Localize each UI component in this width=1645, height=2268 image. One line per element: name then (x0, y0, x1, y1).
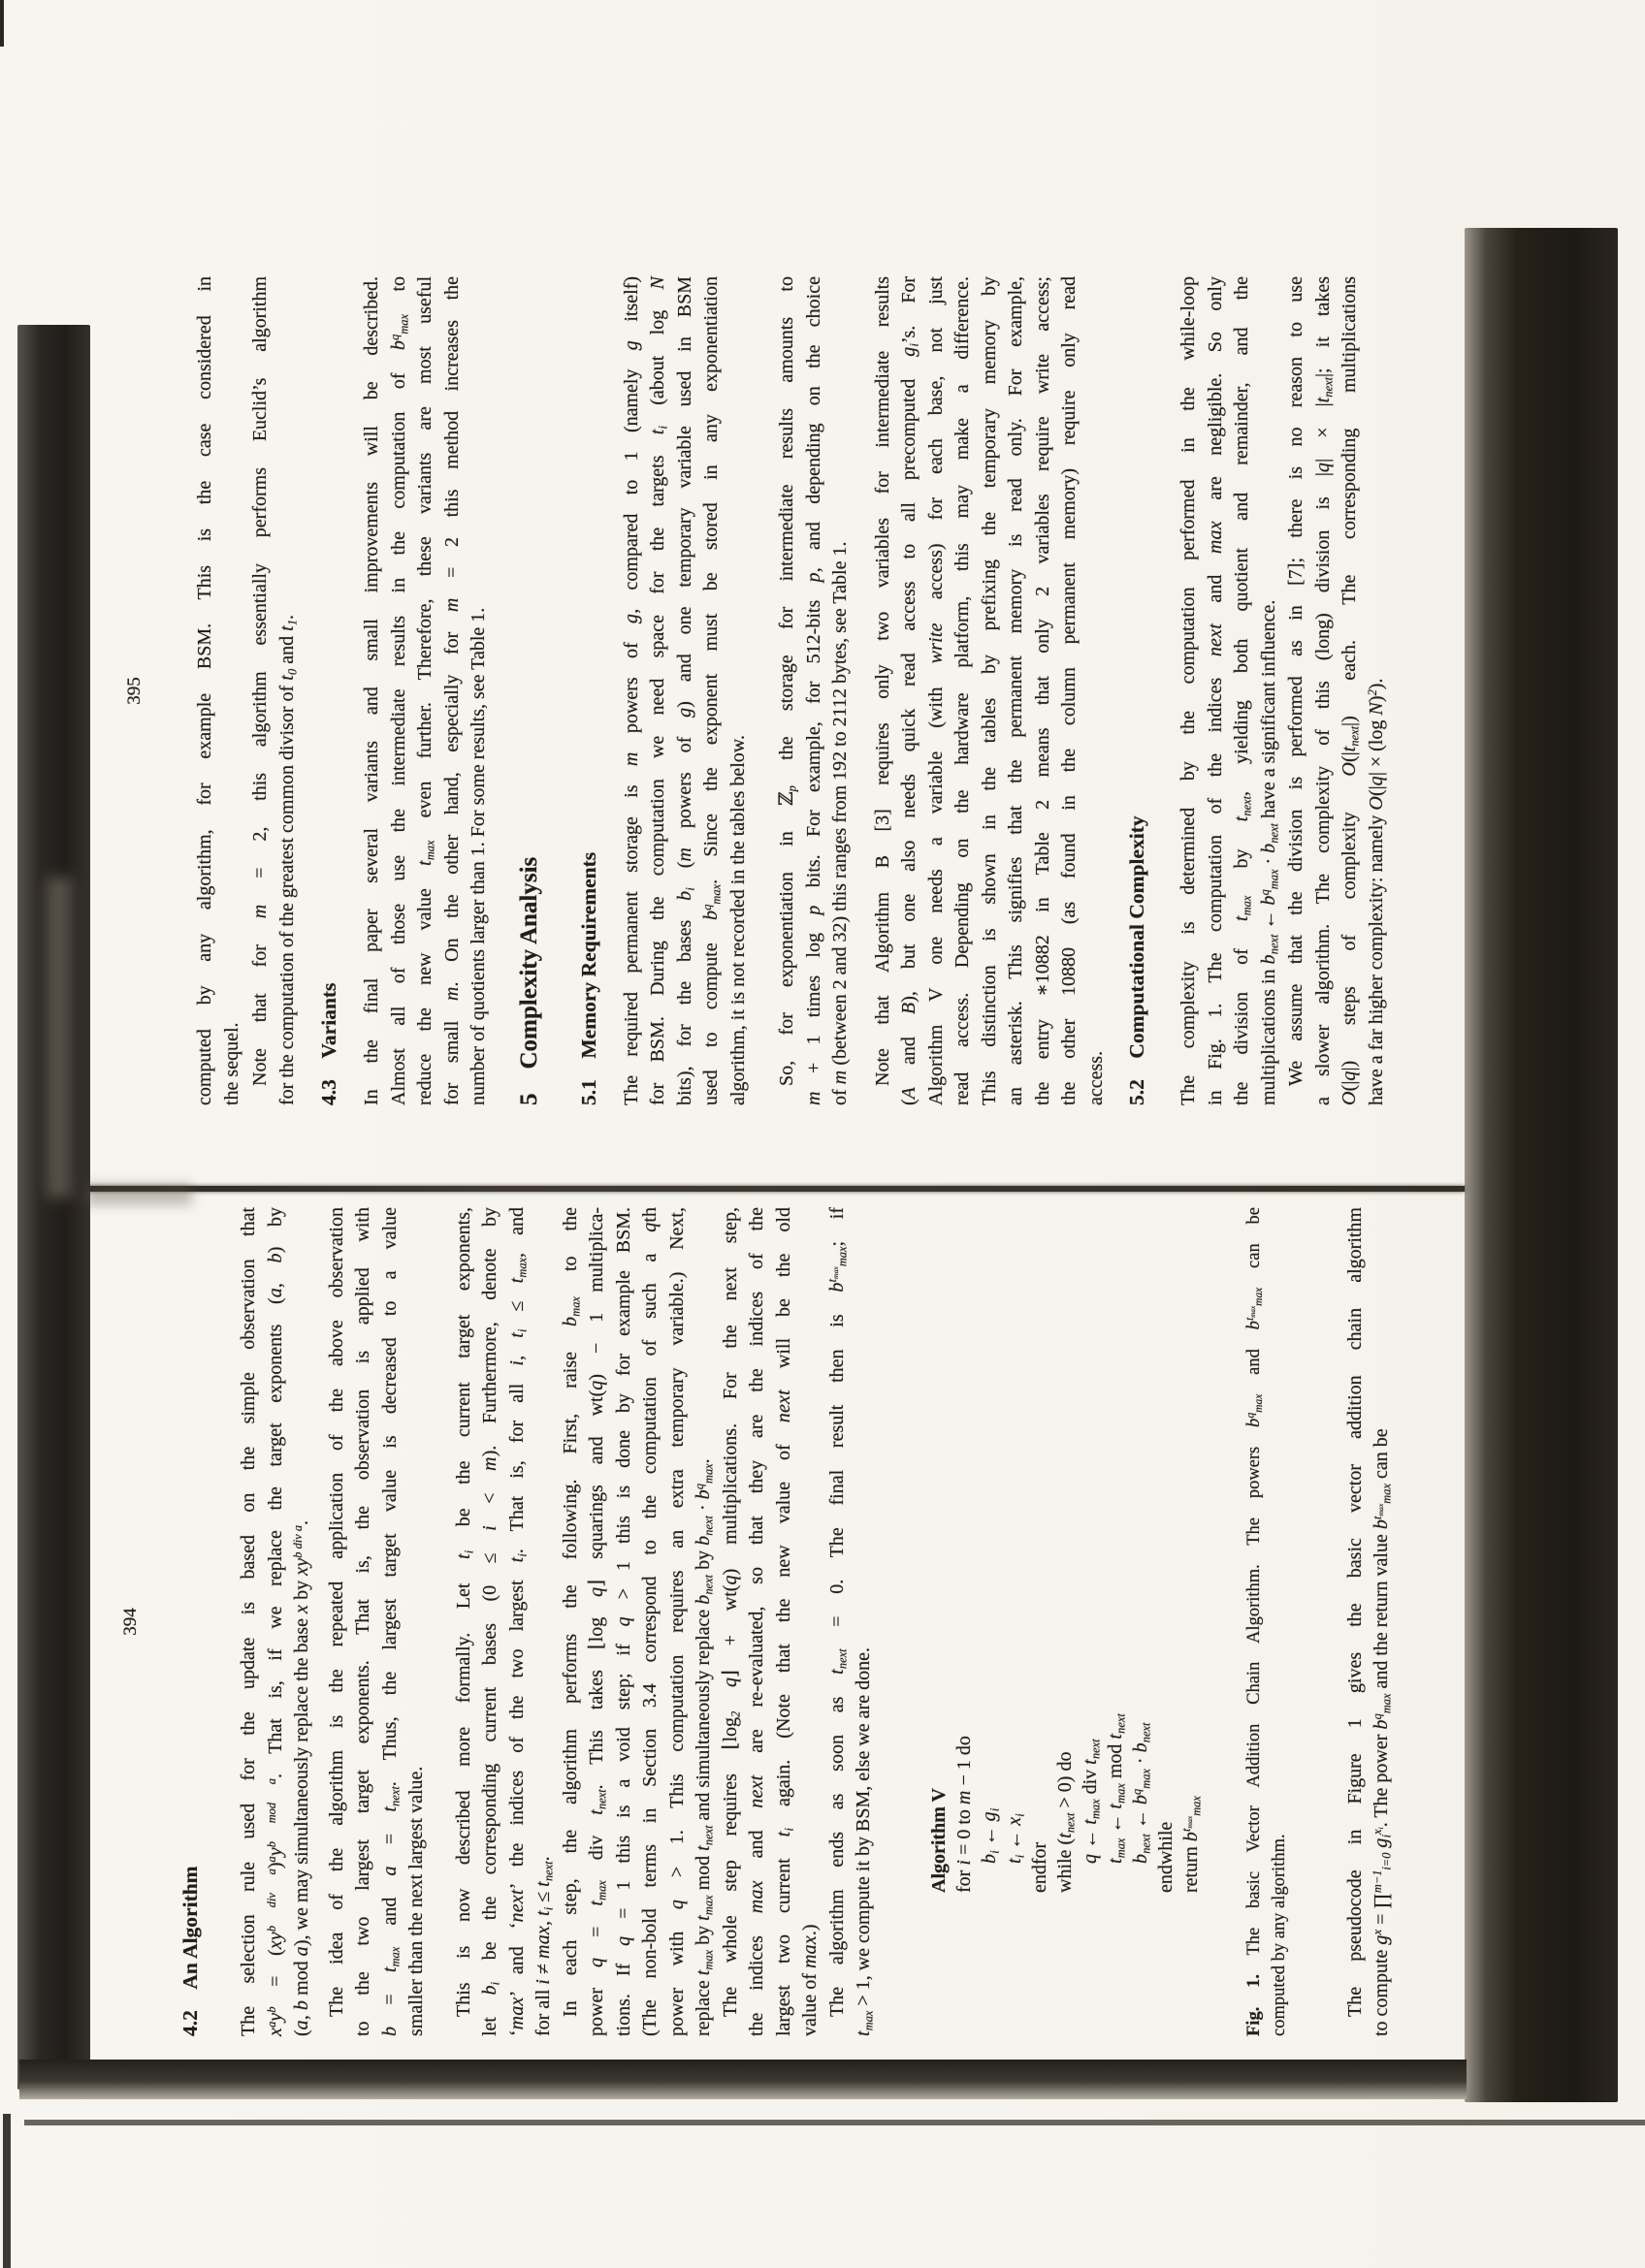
text-line: The idea of the algorithm is the repeated application of the above observation (325, 1207, 347, 2036)
text-line: Fig. 1. The basic Vector Addition Chain Algorithm. The powers $b^q_{max}$ and $b^{t_{max}}_{max}$ can be (1243, 1207, 1265, 2036)
text-line: largest two current $t_i$ again. (Note that the new value of next will be the old (772, 1207, 795, 2036)
paragraph (359, 276, 493, 1105)
text-line: Note that Algorithm B [3] requires only two variables for intermediate results (871, 276, 893, 1105)
text-line: The complexity is determined by the computation performed in the while-loop (1177, 276, 1199, 1105)
text-line: tions. If q = 1 this is a void step; if q > 1 this is done by for example BSM. (612, 1206, 634, 2036)
text-line: In the final paper several variants and small improvements will be described. (361, 276, 382, 1105)
text-line: The algorithm ends as soon as $t_{next} = 0$. The final result then is $b^{t_{max}}_{max}$; if (825, 1206, 849, 2036)
paragraph (247, 276, 301, 1105)
page-394 (0, 1207, 1396, 2036)
text-line: of m (between 2 and 32) this ranges from 192 to 2112 bytes, see Table 1. (829, 541, 851, 1105)
text-line: In each step, the algorithm performs the following. First, raise $b_{max}$ to the (559, 1207, 582, 2036)
text-line: return $b^{t_{max}}_{max}$ (1179, 1796, 1203, 1893)
text-line: used to compute $b^q_{max}$. Since the exponent must be stored in any exponentiation (699, 276, 724, 1105)
text-line: Algorithm V (927, 1788, 950, 1893)
text-line: an asterisk. This signifies that the permanent memory is read only. For example, (1005, 276, 1026, 1105)
text-line: the other 10880 (as found in the column permanent memory) require only read (1058, 276, 1080, 1105)
text-line: while $(t_{next} > 0)$ do (1053, 1751, 1077, 1893)
text-line: The selection rule used for the update is based on the simple observation that (238, 1207, 259, 2036)
text-line: ‘max’ and ‘next’ the indices of the two largest $t_i$. That is, for all i, $t_i \le t_{max}$, and (505, 1206, 529, 2036)
algorithm-pseudocode (926, 1207, 1204, 1893)
section-heading-4-2: 4.2 An Algorithm (178, 1866, 202, 2036)
text-line: value of max.) (799, 1924, 821, 2036)
text-line: The pseudocode in Figure 1 gives the basic vector addition chain algorithm (1343, 1207, 1366, 2036)
text-line: algorithm, it is not recorded in the tables below. (726, 735, 749, 1105)
text-line: So, for exponentiation in ℤ$_p$ the storage for intermediate results amounts to (776, 276, 799, 1105)
paragraph (192, 276, 245, 1105)
text-line: endwhile (1154, 1821, 1177, 1893)
section-heading-4-3: 4.3 Variants (317, 982, 340, 1105)
text-line: a slower algorithm. The complexity of this (long) division is $|q| \times |t_{next}|$; it takes (1311, 276, 1335, 1105)
text-line: The whole step requires $⌊\log_2$ q⌋ + wt(q) multiplications. For the next step, (719, 1207, 742, 2036)
section-heading-5-2: 5.2 Computational Complexity (1125, 815, 1148, 1105)
text-line: Note that for m = 2, this algorithm essentially performs Euclid’s algorithm (249, 276, 271, 1105)
text-line: smaller than the next largest value. (405, 1766, 427, 2036)
book-bottom-edge-shadow (1465, 228, 1618, 2102)
page-edge-line (24, 2120, 1645, 2125)
figure-caption (1242, 1207, 1292, 2036)
text-line: let $b_i$ be the corresponding current bases (0 ≤ i < m). Furthermore, denote by (479, 1206, 502, 2036)
section-heading-5: 5 Complexity Analysis (515, 856, 542, 1105)
text-line: endfor (1028, 1841, 1050, 1893)
text-line: m + 1 times log p bits. For example, for 512-bits p, and depending on the choice (802, 276, 824, 1105)
paragraph (236, 1207, 316, 2036)
text-line: The required permanent storage is m powers of g, compared to 1 (namely g itself) (620, 276, 642, 1105)
text-line: computed by any algorithm. (1269, 1834, 1289, 2036)
text-line: for small m. On the other hand, especially for m = 2 this method increases the (440, 275, 463, 1105)
text-line: $t_i$ ← $x_i$ (1003, 1813, 1026, 1864)
paragraph (774, 276, 855, 1105)
text-line: for BSM. During the computation we need space for the targets $t_i$ (about log N (647, 276, 670, 1105)
text-line: (A and B), but one also needs quick read access to all precomputed $g_i’s$. For (898, 276, 921, 1105)
text-line: We assume that the division is performed as in [7]; there is no reason to use (1285, 276, 1306, 1105)
text-line: have a far higher complexity: namely O(|q| × (log N)$^2$). (1365, 678, 1387, 1105)
text-line: the indices max and next are re-evaluated, so that they are the indices of the (746, 1207, 767, 2036)
text-line: reduce the new value $t_{max}$ even further. Therefore, these variants are most useful (414, 275, 437, 1105)
paragraph (558, 1207, 718, 2036)
text-line: power with q > 1. This computation requires an extra temporary variable.) Next, (665, 1207, 688, 2036)
scan-edge-sliver (3, 2114, 11, 2268)
text-line: to the two largest target exponents. That is, the observation is applied with (352, 1207, 373, 2036)
paragraph (451, 1207, 558, 2036)
text-line: computed by any algorithm, for example BSM. This is the case considered in (194, 276, 215, 1105)
paragraph (619, 276, 753, 1105)
book-spine-smudge (85, 1184, 192, 1205)
text-line: $x^ay^b = (xy^{b div a})^ay^{b mod a}$. That is, if we replace the target exponents (a, b) by (264, 1206, 286, 2036)
page-395 (0, 276, 1390, 1105)
text-line: $t_{max}$ ← $t_{max}$ mod $t_{next}$ (1104, 1713, 1127, 1864)
text-line: read access. Depending on the hardware platform, this may make a difference. (952, 276, 973, 1105)
text-line: replace $t_{max}$ by $t_{max}$ mod $t_{next}$ and simultaneously replace $b_{next}$ by $b_{next} \cdot b^q_{max}$. (692, 1458, 716, 2036)
text-line: the division of $t_{max}$ by $t_{next}$, yielding both quotient and remainder, and the (1231, 275, 1254, 1105)
paragraph (324, 1207, 431, 2036)
text-line: $t_{max} > 1$, we compute it by BSM, else we are done. (853, 1647, 876, 2036)
text-line: to compute $g^x$ = ∏$^{m-1}_{i=0}$ $g_i^{x_i}$. The power $b^q_{max}$ and the return value $b^{t_{max}}_{max}$ can be (1370, 1428, 1394, 2036)
text-line: O(|q|) steps of complexity $O(|t_{next}|)$ each. The corresponding multiplications (1339, 276, 1362, 1105)
paragraph (1342, 1207, 1396, 2036)
text-line: for all i ≠ max, $t_i \le t_{next}$. (532, 1856, 556, 2036)
text-line: the sequel. (220, 1022, 242, 1105)
text-line: for i = 0 to m − 1 do (952, 1736, 975, 1893)
page-number: 395 (124, 677, 145, 705)
book-fore-edge-shadow (19, 2060, 1467, 2099)
text-line: This distinction is shown in the tables by prefixing the temporary memory by (978, 276, 1000, 1105)
paragraph (718, 1207, 824, 2036)
page-number: 394 (120, 1608, 141, 1636)
paragraph (1283, 276, 1390, 1105)
text-line: $b_{next}$ ← $b^q_{max} \cdot b_{next}$ (1129, 1722, 1152, 1864)
text-line: $b = t_{max}$ and $a = t_{next}$. Thus, the largest target value is decreased to a value (378, 1207, 402, 2036)
paragraph (824, 1207, 878, 2036)
scan-edge-sliver (0, 0, 4, 47)
text-line: access. (1084, 1050, 1107, 1105)
text-line: Algorithm V one needs a variable (with write access) for each base, not just (924, 276, 947, 1105)
text-line: multiplications in $b_{next}$ ← $b^q_{max} \cdot b_{next}$ have a significant influence. (1257, 599, 1280, 1105)
text-line: q ← $t_{max}$ div $t_{next}$ (1079, 1739, 1102, 1864)
text-line: $b_i$ ← $g_i$ (978, 1807, 1001, 1864)
paragraph (1176, 276, 1282, 1105)
text-line: number of quotients larger than 1. For some results, see Table 1. (468, 607, 489, 1105)
section-heading-5-1: 5.1 Memory Requirements (576, 851, 600, 1105)
text-line: This is now described more formally. Let $t_i$ be the current target exponents, (452, 1207, 475, 2036)
text-line: Almost all of those use the intermediate results in the computation of $b^q_{max}$ to (387, 276, 410, 1105)
text-line: power $q = t_{max}$ div $t_{next}$. This takes ⌊log q⌋ squarings and wt(q) − 1 multiplica- (586, 1206, 609, 2036)
text-line: the entry ∗10882 in Table 2 means that only 2 variables require write access; (1031, 276, 1053, 1105)
text-line: for the computation of the greatest common divisor of $t_0$ and $t_1$. (275, 614, 299, 1105)
text-line: in Fig. 1. The computation of the indices next and max are negligible. So only (1204, 276, 1226, 1105)
text-line: (a, b mod a), we may simultaneously replace the base x by $xy^{b div a}$. (290, 1519, 312, 2036)
text-line: (The non-bold terms in Section 3.4 correspond to the computation of such a qth (639, 1207, 661, 2036)
text-line: bits), for the bases $b_i$ (m powers of g) and one temporary variable used in BSM (673, 276, 696, 1105)
paragraph (870, 276, 1111, 1105)
book-spine-shadow-line (87, 1186, 1465, 1192)
